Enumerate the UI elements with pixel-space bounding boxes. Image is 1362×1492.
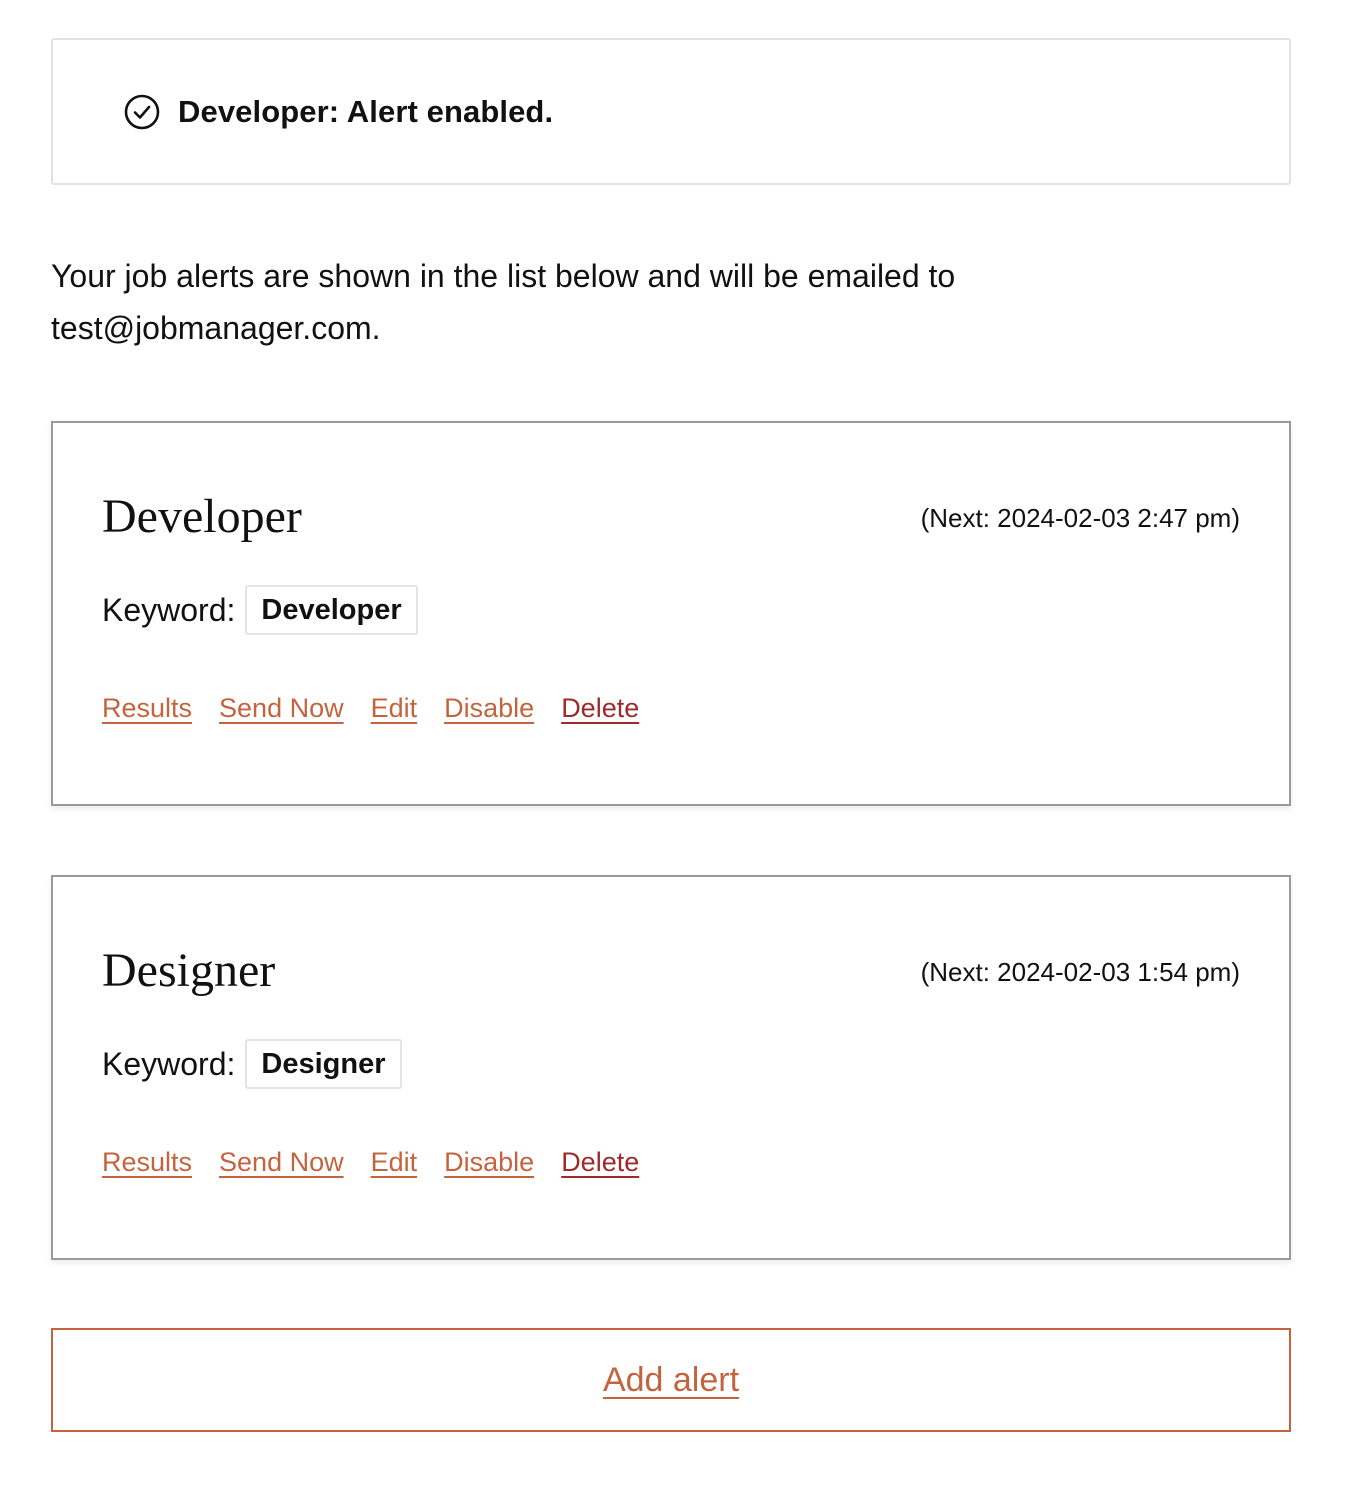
check-circle-icon	[124, 94, 160, 130]
add-alert-button[interactable]	[51, 1328, 1291, 1432]
send-now-link[interactable]: Send Now	[219, 1147, 344, 1177]
keyword-row	[102, 1039, 402, 1089]
edit-link[interactable]: Edit	[370, 1147, 418, 1177]
alert-next-schedule: (Next: 2024-02-03 2:47 pm)	[920, 503, 1240, 533]
alert-enabled-notice	[51, 38, 1291, 185]
results-link[interactable]: Results	[102, 1147, 193, 1177]
alert-title: Developer	[102, 490, 302, 543]
keyword-row	[102, 585, 418, 635]
delete-link[interactable]: Delete	[561, 693, 640, 723]
alert-card-developer	[51, 421, 1291, 806]
edit-link[interactable]: Edit	[370, 693, 418, 723]
alert-actions	[102, 1147, 639, 1178]
keyword-value: Developer	[245, 585, 417, 635]
alert-title: Designer	[102, 944, 276, 997]
send-now-link[interactable]: Send Now	[219, 693, 344, 723]
keyword-value: Designer	[245, 1039, 401, 1089]
notice-message: Developer: Alert enabled.	[178, 93, 554, 129]
disable-link[interactable]: Disable	[444, 693, 535, 723]
alert-card-designer	[51, 875, 1291, 1260]
delete-link[interactable]: Delete	[561, 1147, 640, 1177]
keyword-label: Keyword:	[102, 591, 236, 628]
add-alert-label[interactable]: Add alert	[602, 1360, 740, 1399]
keyword-label: Keyword:	[102, 1045, 236, 1082]
alert-actions	[102, 693, 639, 724]
disable-link[interactable]: Disable	[444, 1147, 535, 1177]
intro-text: Your job alerts are shown in the list below and will be emailed to test@jobmanager.com.	[51, 258, 956, 346]
alert-next-schedule: (Next: 2024-02-03 1:54 pm)	[920, 957, 1240, 987]
results-link[interactable]: Results	[102, 693, 193, 723]
